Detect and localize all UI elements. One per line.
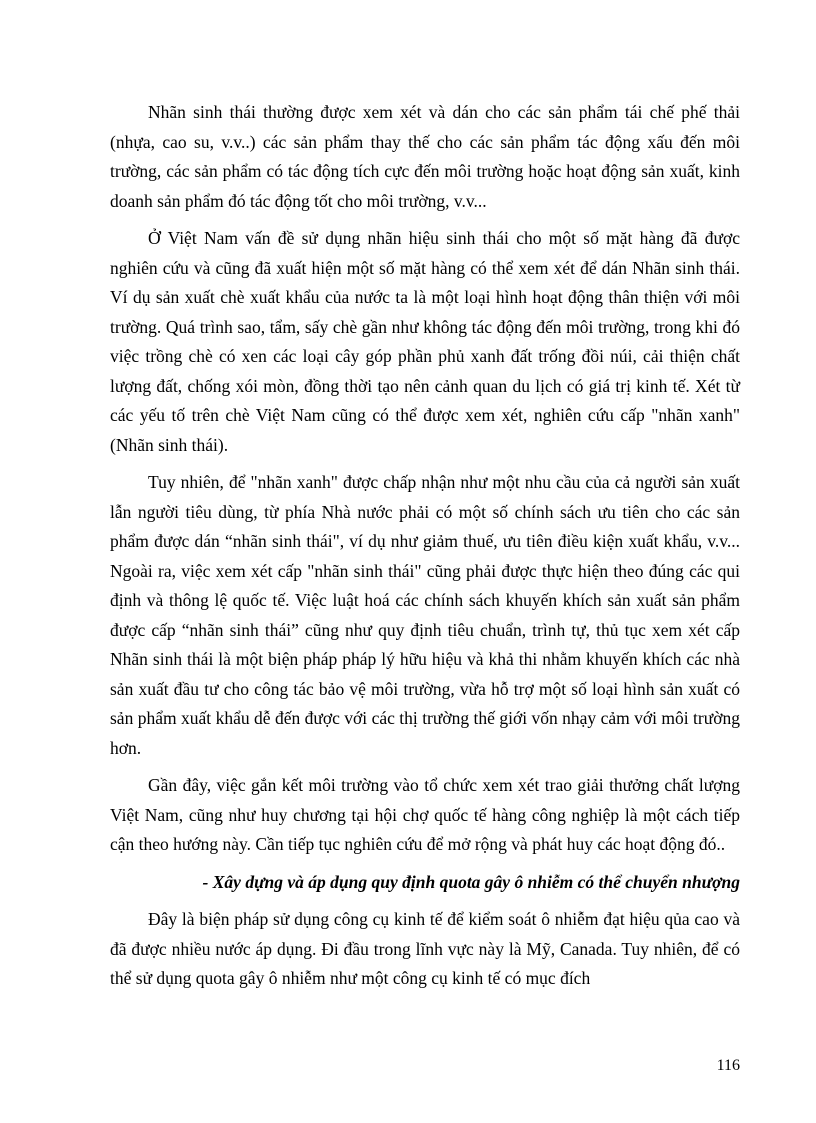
paragraph-eco-label-definition: Nhãn sinh thái thường được xem xét và dán cho các sản phẩm tái chế phế thải (nhựa, cao su, v.v..) các sản phẩm thay thế cho các sản phẩm tác động xấu đến môi trường, các sản phẩm có tác động tích cực đến môi trường hoặc hoạt động sản xuất, kinh doanh sản phẩm đó tác động tốt cho môi trường, v.v... bbox=[110, 102, 740, 211]
paragraph-pollution-quota: Đây là biện pháp sử dụng công cụ kinh tế để kiểm soát ô nhiễm đạt hiệu qủa cao và đã được nhiều nước áp dụng. Đi đầu trong lĩnh vực này là Mỹ, Canada. Tuy nhiên, để có thể sử dụng quota gây ô nhiễm như một công cụ kinh tế có mục đích bbox=[110, 909, 740, 988]
paragraph-quality-award: Gần đây, việc gắn kết môi trường vào tổ chức xem xét trao giải thưởng chất lượng Việt Nam, cũng như huy chương tại hội chợ quốc tế hàng công nghiệp là một cách tiếp cận theo hướng này. Cần tiếp tục nghiên cứu để mở rộng và phát huy các hoạt động đó.. bbox=[110, 775, 740, 854]
paragraph-state-policy: Tuy nhiên, để "nhãn xanh" được chấp nhận như một nhu cầu của cả người sản xuất lẫn người tiêu dùng, từ phía Nhà nước phải có một số chính sách ưu tiên cho các sản phẩm được dán “nhãn sinh thái", ví dụ như giảm thuế, ưu tiên điều kiện xuất khẩu, v.v... Ngoài ra, việc xem xét cấp "nhãn sinh thái" cũng phải được thực hiện theo đúng các qui định và thông lệ quốc tế. Việc luật hoá các chính sách khuyến khích sản xuất sản phẩm được cấp “nhãn sinh thái” cũng như quy định tiêu chuẩn, trình tự, thủ tục xem xét cấp Nhãn sinh thái là một biện pháp pháp lý hữu hiệu và khả thi nhằm khuyến khích các nhà sản xuất đầu tư cho công tác bảo vệ môi trường, vừa hỗ trợ một số loại hình sản xuất có sản phẩm xuất khẩu dễ đến được với các thị trường thế giới vốn nhạy cảm với môi trường hơn. bbox=[110, 472, 740, 758]
section-heading-pollution-quota: - Xây dựng và áp dụng quy định quota gây ô nhiễm có thể chuyển nhượng bbox=[202, 871, 740, 892]
page-body bbox=[110, 98, 740, 1002]
paragraph-vietnam-eco-label: Ở Việt Nam vấn đề sử dụng nhãn hiệu sinh thái cho một số mặt hàng đã được nghiên cứu và cũng đã xuất hiện một số mặt hàng có thể xem xét để dán Nhãn sinh thái. Ví dụ sản xuất chè xuất khẩu của nước ta là một loại hình hoạt động thân thiện với môi trường. Quá trình sao, tẩm, sấy chè gần như không tác động đến môi trường, trong khi đó việc trồng chè có xen các loại cây góp phần phủ xanh đất trống đồi núi, cải thiện chất lượng đất, chống xói mòn, đồng thời tạo nên cảnh quan du lịch có giá trị kinh tế. Xét từ các yếu tố trên chè Việt Nam cũng có thể được xem xét, nghiên cứu cấp "nhãn xanh" (Nhãn sinh thái). bbox=[110, 228, 740, 455]
page-number: 116 bbox=[716, 1057, 740, 1074]
